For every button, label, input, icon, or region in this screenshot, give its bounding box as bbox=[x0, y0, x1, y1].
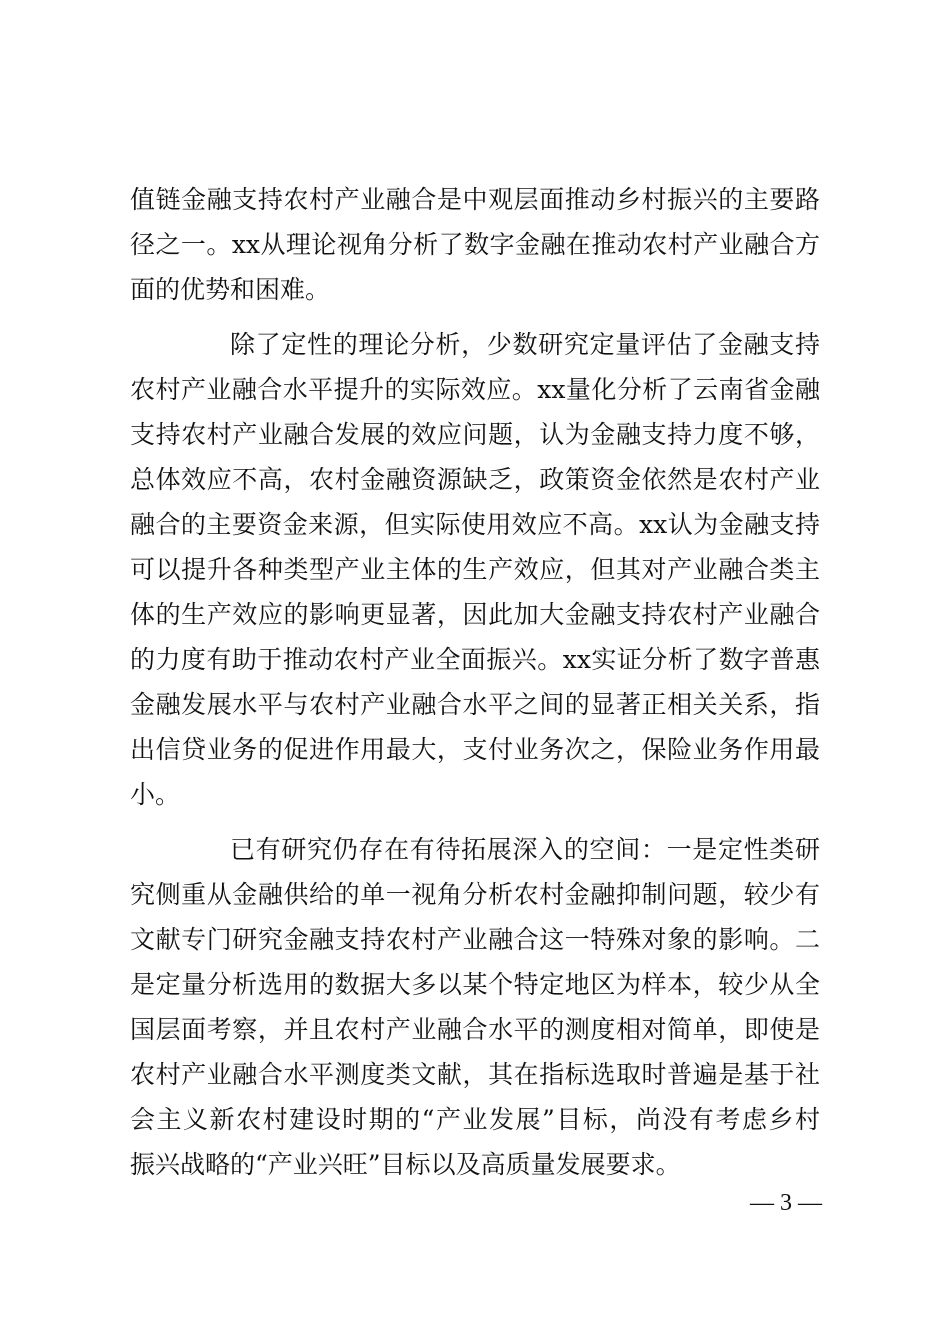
paragraph-2-line-4: 总体效应不高，农村金融资源缺乏，政策资金依然是农村产业 bbox=[130, 465, 820, 494]
paragraph-3-line-5: 国层面考察，并且农村产业融合水平的测度相对简单，即使是 bbox=[130, 1015, 820, 1044]
paragraph-1-line-2: 径之一。xx从理论视角分析了数字金融在推动农村产业融合方 bbox=[130, 230, 820, 259]
paragraph-2-line-10: 出信贷业务的促进作用最大，支付业务次之，保险业务作用最 bbox=[130, 735, 820, 764]
paragraph-3-line-7: 会主义新农村建设时期的“产业发展”目标，尚没有考虑乡村 bbox=[130, 1105, 820, 1134]
paragraph-2-line-3: 支持农村产业融合发展的效应问题，认为金融支持力度不够， bbox=[130, 420, 820, 449]
paragraph-3-line-8: 振兴战略的“产业兴旺”目标以及高质量发展要求。 bbox=[130, 1150, 681, 1179]
paragraph-1-line-1: 值链金融支持农村产业融合是中观层面推动乡村振兴的主要路 bbox=[130, 185, 820, 214]
paragraph-2-line-9: 金融发展水平与农村产业融合水平之间的显著正相关关系，指 bbox=[130, 690, 820, 719]
paragraph-2-line-7: 体的生产效应的影响更显著，因此加大金融支持农村产业融合 bbox=[130, 600, 820, 629]
paragraph-2-line-1: 除了定性的理论分析，少数研究定量评估了金融支持 bbox=[230, 330, 820, 359]
paragraph-1-line-3: 面的优势和困难。 bbox=[130, 275, 331, 304]
paragraph-2-line-5: 融合的主要资金来源，但实际使用效应不高。xx认为金融支持 bbox=[130, 510, 820, 539]
paragraph-3-line-6: 农村产业融合水平测度类文献，其在指标选取时普遍是基于社 bbox=[130, 1060, 820, 1089]
paragraph-2-line-8: 的力度有助于推动农村产业全面振兴。xx实证分析了数字普惠 bbox=[130, 645, 820, 674]
paragraph-3-line-3: 文献专门研究金融支持农村产业融合这一特殊对象的影响。二 bbox=[130, 925, 820, 954]
page-number: — 3 — bbox=[750, 1190, 822, 1216]
paragraph-2-line-11: 小。 bbox=[130, 780, 181, 809]
paragraph-3-line-4: 是定量分析选用的数据大多以某个特定地区为样本，较少从全 bbox=[130, 970, 820, 999]
paragraph-3-line-2: 究侧重从金融供给的单一视角分析农村金融抑制问题，较少有 bbox=[130, 880, 820, 909]
paragraph-3-line-1: 已有研究仍存在有待拓展深入的空间：一是定性类研 bbox=[230, 835, 820, 864]
paragraph-2-line-2: 农村产业融合水平提升的实际效应。xx量化分析了云南省金融 bbox=[130, 375, 820, 404]
paragraph-2-line-6: 可以提升各种类型产业主体的生产效应，但其对产业融合类主 bbox=[130, 555, 820, 584]
